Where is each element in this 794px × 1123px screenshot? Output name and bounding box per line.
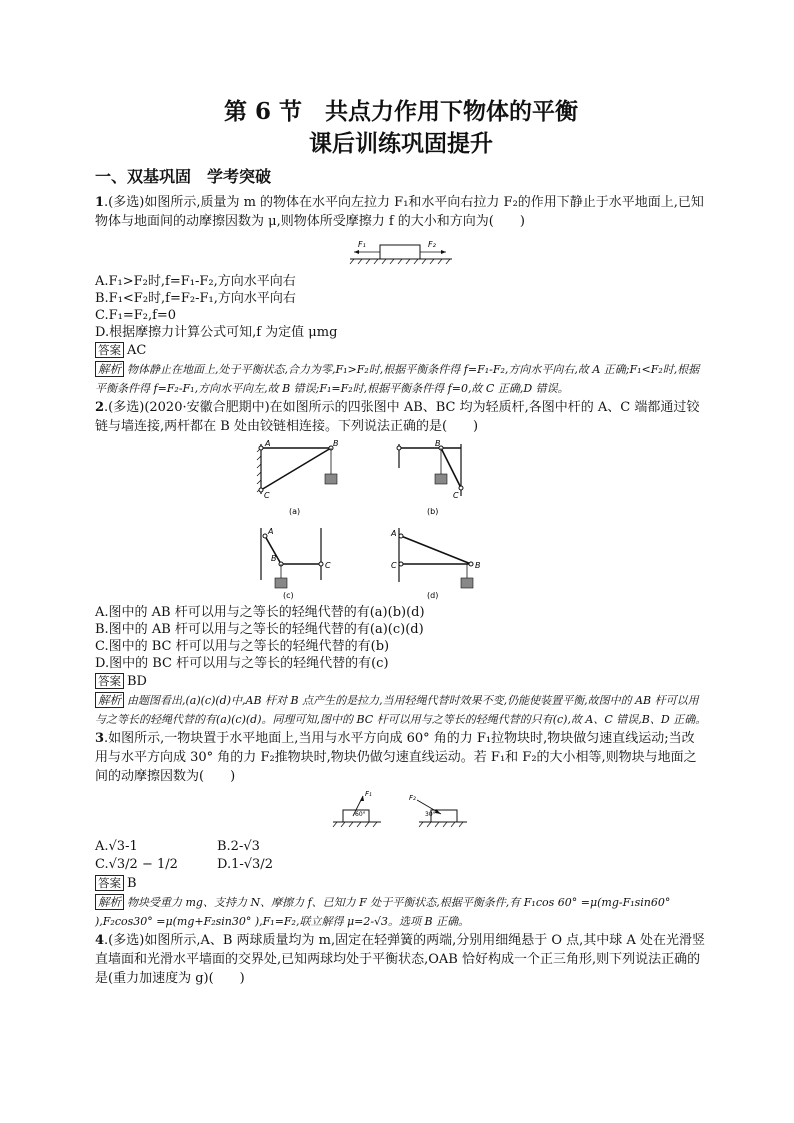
option-a: A.√3-1: [95, 839, 138, 854]
point-c: C: [264, 491, 270, 500]
question-number: 1: [95, 195, 105, 210]
section-heading: 一、双基巩固 学考突破: [95, 167, 272, 186]
explanation-tag: 解析: [95, 894, 124, 910]
explanation-row: [95, 360, 707, 398]
answer-row: [95, 673, 707, 691]
option-b: B.图中的 AB 杆可以用与之等长的轻绳代替的有(a)(c)(d): [95, 622, 424, 637]
label-30: 30°: [425, 811, 436, 818]
point-b: B: [333, 439, 339, 448]
option-a: A.图中的 AB 杆可以用与之等长的轻绳代替的有(a)(b)(d): [95, 605, 425, 620]
point-a: A: [265, 439, 271, 448]
explanation-tag: 解析: [95, 361, 124, 377]
label-f1: F₁: [365, 790, 372, 798]
point-c-b: C: [453, 491, 459, 500]
option-d: D.图中的 BC 杆可以用与之等长的轻绳代替的有(c): [95, 656, 389, 671]
question-1: [95, 193, 707, 231]
figure-c: [261, 527, 331, 600]
answer-tag: 答案: [95, 875, 124, 891]
option-a: A.F₁>F₂时,f=F₁-F₂,方向水平向右: [95, 274, 296, 289]
question-text: .(多选)如图所示,A、B 两球质量均为 m,固定在轻弹簧的两端,分别用细绳悬于 O 点,其中球 A 处在光滑竖直墙面和光滑水平墙面的交界处,已知两球均处于平衡状态,OAB 恰好构成一个正三角形,则下列说法正确的是(重力加速度为 g)( ): [95, 933, 705, 986]
option-c: C.图中的 BC 杆可以用与之等长的轻绳代替的有(b): [95, 639, 390, 654]
explanation-text: 由题图看出,(a)(c)(d)中,AB 杆对 B 点产生的是拉力,当用轻绳代替时效果不变,仍能使装置平衡,故图中的 AB 杆可以用与之等长的轻绳代替的有(a)(c)(d)。同理可知,图中的 BC 杆可以用与之等长的轻绳代替的只有(c),故 A、C 错误,B、D 正确。: [95, 694, 707, 726]
explanation-text: 物体静止在地面上,处于平衡状态,合力为零,F₁>F₂时,根据平衡条件得 f=F₁-F₂,方向水平向右,故 A 正确;F₁<F₂时,根据平衡条件得 f=F₂-F₁,方向水平向左,故 B 错误;F₁=F₂时,根据平衡条件得 f=0,故 C 正确,D 错误。: [95, 363, 700, 395]
option-b: B.2-√3: [217, 839, 260, 854]
explanation-row: [95, 893, 707, 931]
answer-tag: 答案: [95, 342, 124, 358]
answer-row: [95, 875, 707, 893]
label-f1: F₁: [358, 240, 366, 249]
option-b: B.F₁<F₂时,f=F₂-F₁,方向水平向右: [95, 291, 296, 306]
figure-q1: [346, 233, 456, 271]
figure-a: [257, 439, 339, 516]
question-3: [95, 729, 707, 786]
option-d: D.根据摩擦力计算公式可知,f 为定值 μmg: [95, 325, 338, 340]
document-page: [95, 96, 707, 988]
label-f2: F₂: [409, 794, 416, 802]
caption-c: (c): [283, 591, 294, 600]
point-b-b: B: [435, 439, 441, 448]
question-number: 2: [95, 400, 105, 415]
answer-value: B: [127, 876, 137, 891]
page-subtitle: 课后训练巩固提升: [309, 130, 493, 157]
question-text: .(多选)(2020·安徽合肥期中)在如图所示的四张图中 AB、BC 均为轻质杆,各图中杆的 A、C 端都通过铰链与墙连接,两杆都在 B 处由铰链相连接。下列说法正确的是( ): [95, 400, 700, 434]
point-b-c: B: [271, 554, 277, 563]
figure-q3: [331, 788, 471, 836]
question-text: .如图所示,一物块置于水平地面上,当用与水平方向成 60° 角的力 F₁拉物块时,物块做匀速直线运动;当改用与水平方向成 30° 角的力 F₂推物块时,物块仍做匀速直线运动。若 F₁和 F₂的大小相等,则物块与地面之间的动摩擦因数为( ): [95, 731, 697, 784]
options-row-2: [95, 856, 707, 874]
label-60: 60°: [355, 811, 366, 818]
caption-d: (d): [427, 591, 439, 600]
option-c: C.√3/2 − 1/2: [95, 857, 178, 872]
point-a-d: A: [391, 529, 397, 538]
answer-row: [95, 342, 707, 360]
options-row-1: [95, 838, 707, 856]
question-number: 3: [95, 731, 105, 746]
caption-b: (b): [427, 507, 439, 516]
answer-value: BD: [127, 674, 147, 689]
page-title: 第 6 节 共点力作用下物体的平衡: [223, 98, 579, 125]
point-b-d: B: [475, 561, 481, 570]
question-4: [95, 931, 707, 988]
question-2: [95, 398, 707, 436]
caption-a: (a): [289, 507, 301, 516]
point-c-d: C: [391, 561, 397, 570]
figure-q2: [251, 438, 551, 602]
label-f2: F₂: [428, 240, 436, 249]
explanation-row: [95, 691, 707, 729]
explanation-tag: 解析: [95, 692, 124, 708]
point-c-c: C: [325, 561, 331, 570]
point-a-c: A: [268, 527, 274, 536]
figure-b: [397, 439, 463, 516]
figure-d: [390, 528, 481, 600]
question-number: 4: [95, 933, 105, 948]
option-c: C.F₁=F₂,f=0: [95, 308, 177, 323]
answer-value: AC: [127, 343, 147, 358]
question-text: .(多选)如图所示,质量为 m 的物体在水平向左拉力 F₁和水平向右拉力 F₂的作用下静止于水平地面上,已知物体与地面间的动摩擦因数为 μ,则物体所受摩擦力 f 的大小和方向为( ): [95, 195, 704, 229]
option-d: D.1-√3/2: [217, 857, 273, 872]
explanation-text: 物块受重力 mg、支持力 N、摩擦力 f、已知力 F 处于平衡状态,根据平衡条件,有 F₁cos 60° =μ(mg-F₁sin60° ),F₂cos30° =μ(mg+F₂sin30° ),F₁=F₂,联立解得 μ=2-√3。选项 B 正确。: [95, 896, 671, 928]
answer-tag: 答案: [95, 673, 124, 689]
